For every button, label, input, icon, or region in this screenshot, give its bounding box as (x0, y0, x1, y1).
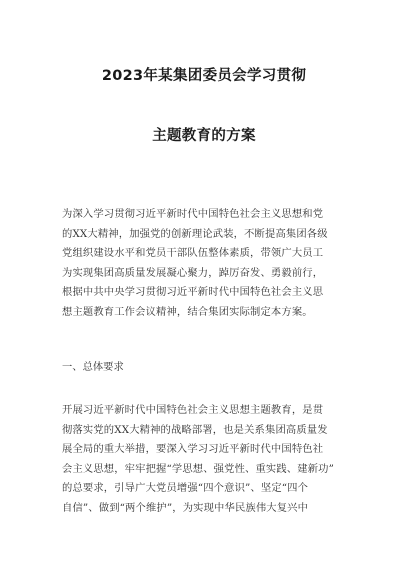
document-title-line-2: 主题教育的方案 (152, 128, 256, 144)
intro-line: 根据中共中央学习贯彻习近平新时代中国特色社会主义思 (62, 286, 324, 299)
intro-line: 为实现集团高质量发展凝心聚力，踔厉奋发、勇毅前行， (62, 266, 324, 279)
document-title-line-1: 2023年某集团委员会学习贯彻 (101, 68, 307, 84)
intro-line: 为深入学习贯彻习近平新时代中国特色社会主义思想和党 (62, 208, 324, 220)
section-line: 彻落实党的XX大精神的战略部署，也是关系集团高质量发 (62, 423, 328, 436)
section-line: 的总要求，引导广大党员增强“四个意识”、坚定“四个 (62, 482, 309, 495)
intro-line: 想主题教育工作会议精神，结合集团实际制定本方案。 (62, 305, 313, 318)
section-line: 会主义思想，牢牢把握“学思想、强党性、重实践、建新功” (62, 462, 334, 475)
section-heading: 一、总体要求 (62, 361, 124, 373)
section-line: 开展习近平新时代中国特色社会主义思想主题教育，是贯 (62, 404, 324, 416)
intro-paragraph (62, 205, 354, 323)
intro-line: 党组织建设水平和党员干部队伍整体素质，带领广大员工 (62, 247, 324, 260)
section-line: 展全局的重大举措，要深入学习习近平新时代中国特色社 (62, 443, 324, 456)
intro-line: 的XX大精神，加强党的创新理论武装，不断提高集团各级 (62, 227, 328, 240)
section-paragraph (62, 401, 354, 519)
section-line: 自信”、做到“两个维护”，为实现中华民族伟大复兴中 (62, 501, 309, 514)
